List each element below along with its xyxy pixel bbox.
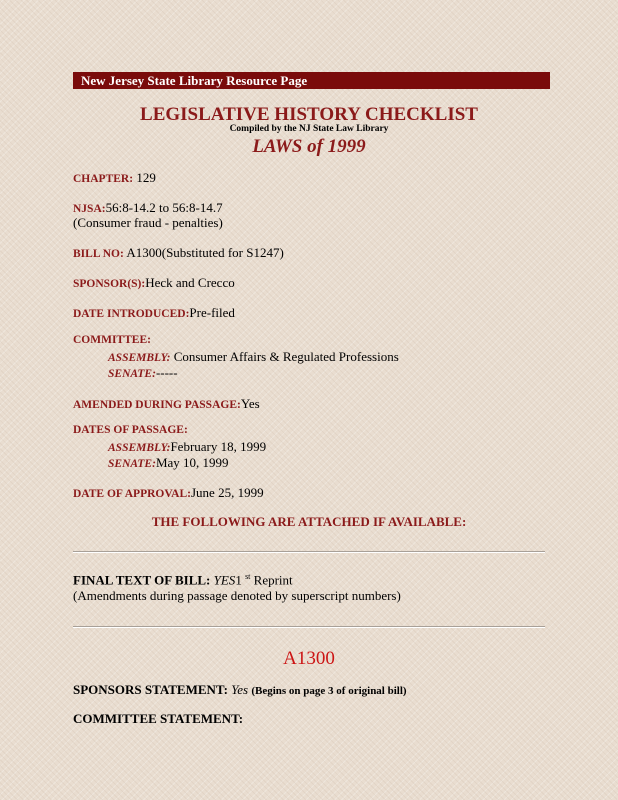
committee-assembly-row: [108, 349, 399, 365]
amended-value: Yes: [240, 396, 260, 411]
chapter-value: 129: [136, 170, 156, 185]
divider: [73, 551, 545, 553]
final-text-reprint-word: Reprint: [253, 572, 293, 588]
passage-assembly-label: ASSEMBLY:: [108, 442, 171, 454]
final-text-label: FINAL TEXT OF BILL:: [73, 572, 211, 588]
amended-row: [73, 396, 260, 412]
committee-senate-row: [108, 365, 178, 381]
njsa-row: [73, 200, 223, 216]
sponsors-label: SPONSOR(S):: [73, 278, 146, 290]
bill-code-heading: A1300: [283, 648, 335, 669]
njsa-value: 56:8-14.2 to 56:8-14.7: [105, 200, 223, 215]
date-introduced-value: Pre-filed: [189, 305, 235, 320]
page-title: LEGISLATIVE HISTORY CHECKLIST: [140, 104, 478, 125]
final-text-reprint-num: 1: [235, 572, 242, 588]
date-introduced-row: [73, 305, 235, 321]
chapter-label: CHAPTER:: [73, 173, 134, 185]
sponsors-value: Heck and Crecco: [145, 275, 235, 290]
attached-heading: THE FOLLOWING ARE ATTACHED IF AVAILABLE:: [151, 514, 467, 529]
date-of-approval-label: DATE OF APPROVAL:: [73, 488, 191, 500]
passage-senate-row: [108, 455, 229, 471]
committee-assembly-value: Consumer Affairs & Regulated Professions: [173, 349, 399, 364]
committee-senate-label: SENATE:: [108, 368, 156, 380]
sponsors-statement-answer: Yes: [231, 682, 249, 697]
bill-no-row: [73, 245, 284, 261]
committee-statement-label: COMMITTEE STATEMENT:: [73, 711, 244, 726]
sponsors-statement-label: SPONSORS STATEMENT:: [73, 682, 228, 697]
passage-senate-value: May 10, 1999: [155, 455, 229, 470]
date-introduced-label: DATE INTRODUCED:: [73, 308, 190, 320]
chapter-row: [73, 170, 156, 186]
amended-label: AMENDED DURING PASSAGE:: [73, 399, 241, 411]
njsa-note: (Consumer fraud - penalties): [73, 215, 223, 230]
passage-assembly-row: [108, 439, 266, 455]
njsa-label: NJSA:: [73, 203, 106, 215]
final-text-answer: YES: [213, 572, 236, 588]
laws-year: LAWS of 1999: [252, 136, 366, 157]
committee-senate-value: -----: [155, 365, 178, 380]
bill-no-label: BILL NO:: [73, 248, 124, 260]
passage-assembly-value: February 18, 1999: [170, 439, 267, 454]
resource-page-banner: New Jersey State Library Resource Page: [73, 72, 550, 89]
final-text-row: [73, 572, 293, 588]
bill-no-value: A1300(Substituted for S1247): [126, 245, 284, 260]
committee-label: COMMITTEE:: [73, 334, 151, 346]
sponsors-row: [73, 275, 235, 291]
committee-assembly-label: ASSEMBLY:: [108, 352, 171, 364]
page-subtitle: Compiled by the NJ State Law Library: [229, 124, 389, 134]
final-text-note: (Amendments during passage denoted by superscript numbers): [73, 588, 401, 603]
divider: [73, 626, 545, 628]
sponsors-statement-note: (Begins on page 3 of original bill): [251, 685, 407, 697]
dates-of-passage-label: DATES OF PASSAGE:: [73, 424, 188, 436]
sponsors-statement-row: [73, 682, 407, 698]
passage-senate-label: SENATE:: [108, 458, 156, 470]
date-of-approval-value: June 25, 1999: [191, 485, 264, 500]
final-text-reprint-sup: st: [245, 572, 251, 581]
date-of-approval-row: [73, 485, 264, 501]
